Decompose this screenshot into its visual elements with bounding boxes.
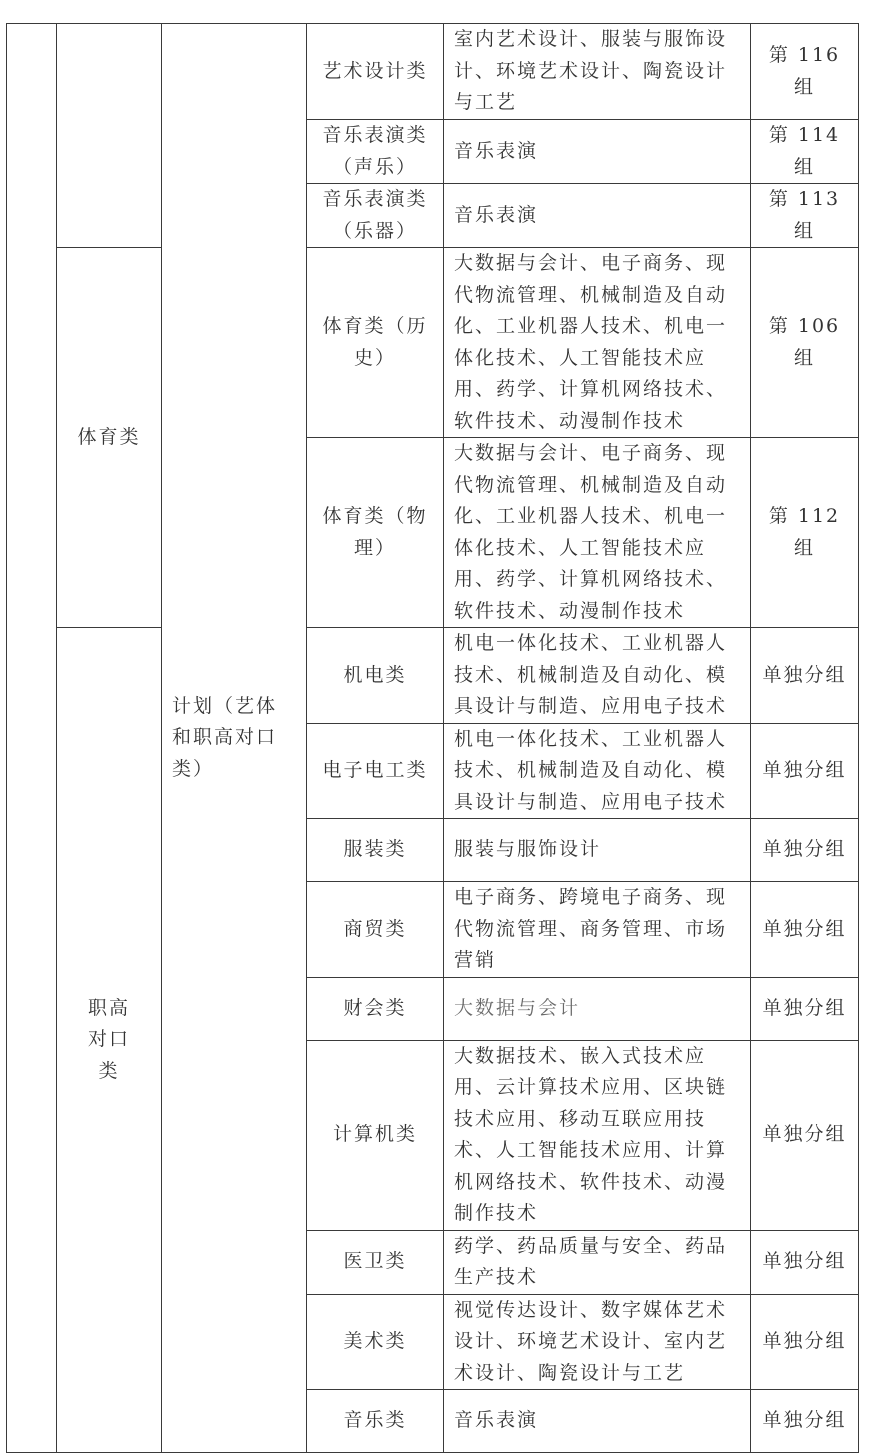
category-cell: 体育类 [57, 248, 162, 628]
group-cell: 第 113 组 [751, 184, 859, 248]
majors-cell: 大数据与会计 [444, 977, 751, 1040]
plan-type-cell: 计划（艺体和职高对口类） [162, 24, 307, 1453]
majors-cell: 音乐表演 [444, 120, 751, 184]
majors-cell: 机电一体化技术、工业机器人技术、机械制造及自动化、模具设计与制造、应用电子技术 [444, 723, 751, 819]
subject-cell: 音乐表演类（声乐） [307, 120, 444, 184]
subject-cell: 音乐表演类（乐器） [307, 184, 444, 248]
subject-cell: 计算机类 [307, 1040, 444, 1230]
admission-plan-table [6, 23, 859, 1453]
group-cell: 单独分组 [751, 819, 859, 882]
majors-cell: 音乐表演 [444, 1390, 751, 1453]
group-cell: 第 106 组 [751, 248, 859, 438]
majors-cell: 视觉传达设计、数字媒体艺术设计、环境艺术设计、室内艺术设计、陶瓷设计与工艺 [444, 1294, 751, 1390]
subject-cell: 艺术设计类 [307, 24, 444, 120]
group-cell: 单独分组 [751, 882, 859, 978]
subject-cell: 美术类 [307, 1294, 444, 1390]
outer-column-cell [7, 24, 57, 1453]
group-cell: 单独分组 [751, 1390, 859, 1453]
group-cell: 单独分组 [751, 1294, 859, 1390]
group-cell: 单独分组 [751, 977, 859, 1040]
group-cell: 第 116 组 [751, 24, 859, 120]
majors-cell: 药学、药品质量与安全、药品生产技术 [444, 1230, 751, 1294]
group-cell: 第 112 组 [751, 438, 859, 628]
majors-cell: 大数据与会计、电子商务、现代物流管理、机械制造及自动化、工业机器人技术、机电一体化技术、人工智能技术应用、药学、计算机网络技术、软件技术、动漫制作技术 [444, 248, 751, 438]
majors-cell: 大数据技术、嵌入式技术应用、云计算技术应用、区块链技术应用、移动互联应用技术、人工智能技术应用、计算机网络技术、软件技术、动漫制作技术 [444, 1040, 751, 1230]
subject-cell: 商贸类 [307, 882, 444, 978]
category-cell [57, 24, 162, 248]
majors-cell: 大数据与会计、电子商务、现代物流管理、机械制造及自动化、工业机器人技术、机电一体化技术、人工智能技术应用、药学、计算机网络技术、软件技术、动漫制作技术 [444, 438, 751, 628]
group-cell: 单独分组 [751, 628, 859, 724]
table-row [7, 24, 859, 120]
subject-cell: 服装类 [307, 819, 444, 882]
subject-cell: 财会类 [307, 977, 444, 1040]
subject-cell: 体育类（历史） [307, 248, 444, 438]
category-cell: 职高对口类 [57, 628, 162, 1453]
subject-cell: 机电类 [307, 628, 444, 724]
subject-cell: 医卫类 [307, 1230, 444, 1294]
subject-cell: 体育类（物理） [307, 438, 444, 628]
group-cell: 单独分组 [751, 1040, 859, 1230]
table-row [7, 628, 859, 724]
group-cell: 单独分组 [751, 723, 859, 819]
group-cell: 单独分组 [751, 1230, 859, 1294]
majors-cell: 电子商务、跨境电子商务、现代物流管理、商务管理、市场营销 [444, 882, 751, 978]
group-cell: 第 114 组 [751, 120, 859, 184]
subject-cell: 电子电工类 [307, 723, 444, 819]
majors-cell: 机电一体化技术、工业机器人技术、机械制造及自动化、模具设计与制造、应用电子技术 [444, 628, 751, 724]
majors-cell: 音乐表演 [444, 184, 751, 248]
majors-cell: 室内艺术设计、服装与服饰设计、环境艺术设计、陶瓷设计与工艺 [444, 24, 751, 120]
table-row [7, 248, 859, 438]
subject-cell: 音乐类 [307, 1390, 444, 1453]
majors-cell: 服装与服饰设计 [444, 819, 751, 882]
